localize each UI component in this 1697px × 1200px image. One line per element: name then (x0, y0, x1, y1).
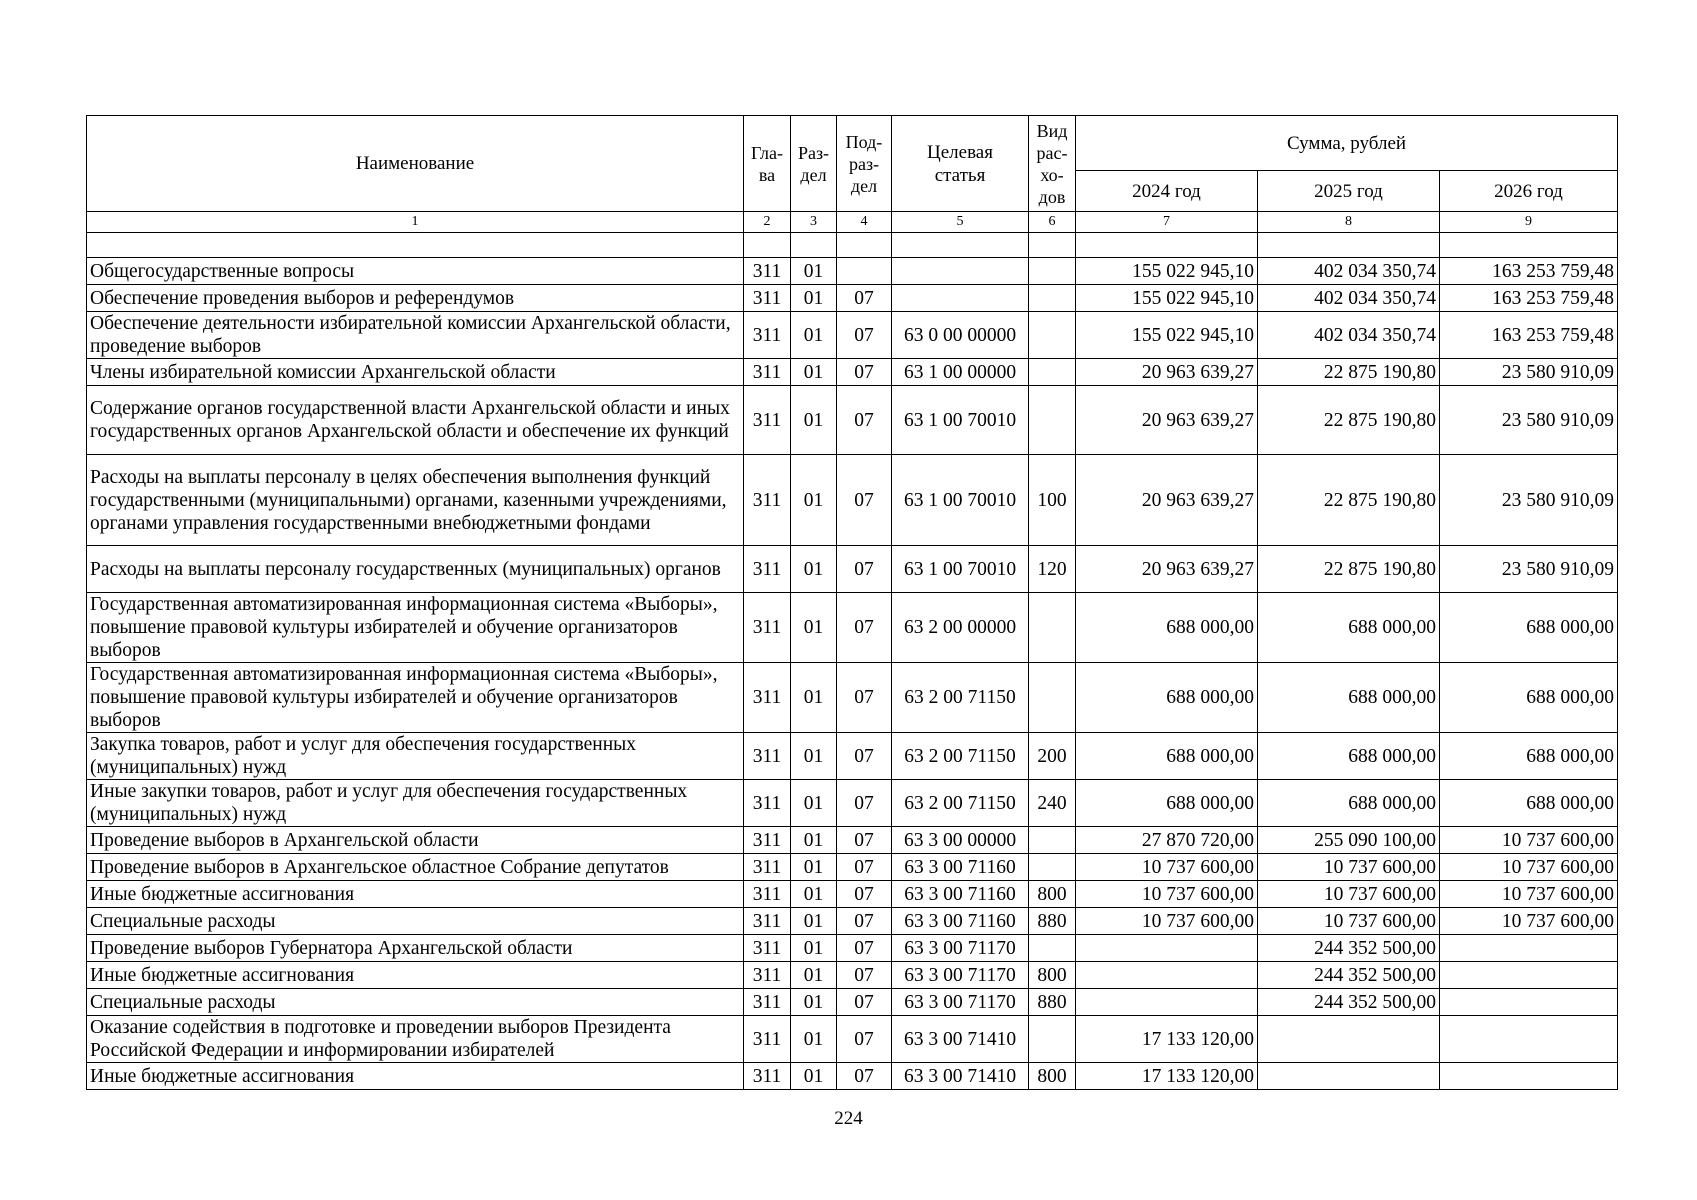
row-razdel: 01 (791, 881, 837, 908)
row-razdel: 01 (791, 854, 837, 881)
colnum: 6 (1029, 212, 1076, 233)
row-sum-2024: 10 737 600,00 (1076, 854, 1258, 881)
row-razdel: 01 (791, 962, 837, 989)
row-podrazdel: 07 (837, 881, 892, 908)
row-glava: 311 (744, 733, 791, 780)
row-vid-rashodov (1029, 359, 1076, 386)
row-podrazdel: 07 (837, 1016, 892, 1063)
header-year-2025: 2025 год (1258, 171, 1440, 212)
colnum: 2 (744, 212, 791, 233)
row-podrazdel: 07 (837, 546, 892, 593)
row-sum-2026: 10 737 600,00 (1440, 827, 1618, 854)
table-row (87, 935, 1618, 962)
row-glava: 311 (744, 359, 791, 386)
row-name: Специальные расходы (87, 989, 744, 1016)
row-sum-2026: 163 253 759,48 (1440, 285, 1618, 312)
row-sum-2026: 23 580 910,09 (1440, 546, 1618, 593)
row-celevaya-statya: 63 2 00 71150 (892, 780, 1029, 827)
row-sum-2025: 22 875 190,80 (1258, 359, 1440, 386)
row-podrazdel: 07 (837, 593, 892, 663)
row-sum-2026: 163 253 759,48 (1440, 312, 1618, 359)
row-vid-rashodov: 800 (1029, 881, 1076, 908)
row-name: Проведение выборов в Архангельское областное Собрание депутатов (87, 854, 744, 881)
row-celevaya-statya: 63 2 00 71150 (892, 733, 1029, 780)
colnum: 9 (1440, 212, 1618, 233)
row-name: Расходы на выплаты персоналу государственных (муниципальных) органов (87, 546, 744, 593)
row-razdel: 01 (791, 258, 837, 285)
table-row (87, 780, 1618, 827)
row-podrazdel: 07 (837, 285, 892, 312)
row-sum-2024: 10 737 600,00 (1076, 908, 1258, 935)
row-sum-2026: 688 000,00 (1440, 733, 1618, 780)
row-name: Общегосударственные вопросы (87, 258, 744, 285)
row-podrazdel: 07 (837, 854, 892, 881)
colnum: 7 (1076, 212, 1258, 233)
row-name: Специальные расходы (87, 908, 744, 935)
row-vid-rashodov: 800 (1029, 962, 1076, 989)
row-vid-rashodov: 800 (1029, 1063, 1076, 1090)
colnum: 4 (837, 212, 892, 233)
row-sum-2024: 155 022 945,10 (1076, 258, 1258, 285)
table-row (87, 1063, 1618, 1090)
row-podrazdel: 07 (837, 908, 892, 935)
row-celevaya-statya: 63 3 00 71170 (892, 989, 1029, 1016)
row-vid-rashodov (1029, 593, 1076, 663)
row-sum-2026: 10 737 600,00 (1440, 854, 1618, 881)
row-name: Содержание органов государственной власти Архангельской области и иных государственных органов Архангельской области и обеспечение их функций (87, 386, 744, 455)
row-vid-rashodov: 240 (1029, 780, 1076, 827)
row-glava: 311 (744, 780, 791, 827)
row-sum-2026: 10 737 600,00 (1440, 908, 1618, 935)
row-sum-2024: 20 963 639,27 (1076, 455, 1258, 546)
row-razdel: 01 (791, 285, 837, 312)
row-sum-2024 (1076, 962, 1258, 989)
row-celevaya-statya: 63 3 00 00000 (892, 827, 1029, 854)
table-row (87, 908, 1618, 935)
header-vid-rashodov: Вид рас- хо- дов (1029, 116, 1076, 212)
empty-row (87, 233, 1618, 258)
row-vid-rashodov (1029, 854, 1076, 881)
row-razdel: 01 (791, 546, 837, 593)
row-podrazdel: 07 (837, 989, 892, 1016)
row-vid-rashodov (1029, 285, 1076, 312)
row-sum-2024: 27 870 720,00 (1076, 827, 1258, 854)
row-razdel: 01 (791, 663, 837, 733)
row-glava: 311 (744, 989, 791, 1016)
budget-table (86, 115, 1618, 1090)
row-name: Проведение выборов Губернатора Архангельской области (87, 935, 744, 962)
table-row (87, 312, 1618, 359)
table-row (87, 455, 1618, 546)
row-celevaya-statya: 63 0 00 00000 (892, 312, 1029, 359)
column-numbers-row (87, 212, 1618, 233)
row-sum-2025: 255 090 100,00 (1258, 827, 1440, 854)
row-celevaya-statya: 63 1 00 70010 (892, 386, 1029, 455)
row-podrazdel: 07 (837, 962, 892, 989)
row-name: Члены избирательной комиссии Архангельской области (87, 359, 744, 386)
row-sum-2025: 688 000,00 (1258, 593, 1440, 663)
row-sum-2026 (1440, 1063, 1618, 1090)
row-celevaya-statya: 63 2 00 71150 (892, 663, 1029, 733)
row-razdel: 01 (791, 733, 837, 780)
row-podrazdel: 07 (837, 359, 892, 386)
row-sum-2025: 402 034 350,74 (1258, 258, 1440, 285)
row-sum-2026: 163 253 759,48 (1440, 258, 1618, 285)
row-sum-2025 (1258, 1016, 1440, 1063)
table-row (87, 663, 1618, 733)
row-celevaya-statya: 63 2 00 00000 (892, 593, 1029, 663)
row-name: Закупка товаров, работ и услуг для обеспечения государственных (муниципальных) нужд (87, 733, 744, 780)
row-podrazdel: 07 (837, 455, 892, 546)
row-sum-2024: 20 963 639,27 (1076, 546, 1258, 593)
row-name: Обеспечение деятельности избирательной комиссии Архангельской области, проведение выборов (87, 312, 744, 359)
row-sum-2026 (1440, 1016, 1618, 1063)
row-name: Расходы на выплаты персоналу в целях обеспечения выполнения функций государственными (муниципальными) органами, казенными учреждениями, органами управления государственными внебюджетными фондами (87, 455, 744, 546)
row-sum-2024: 20 963 639,27 (1076, 386, 1258, 455)
row-vid-rashodov: 200 (1029, 733, 1076, 780)
row-sum-2024: 688 000,00 (1076, 780, 1258, 827)
row-glava: 311 (744, 285, 791, 312)
row-celevaya-statya: 63 1 00 00000 (892, 359, 1029, 386)
row-vid-rashodov: 120 (1029, 546, 1076, 593)
row-celevaya-statya (892, 258, 1029, 285)
table-row (87, 827, 1618, 854)
row-glava: 311 (744, 593, 791, 663)
row-sum-2024: 155 022 945,10 (1076, 285, 1258, 312)
row-name: Иные бюджетные ассигнования (87, 962, 744, 989)
row-razdel: 01 (791, 593, 837, 663)
row-sum-2026: 23 580 910,09 (1440, 359, 1618, 386)
row-sum-2024: 17 133 120,00 (1076, 1016, 1258, 1063)
row-sum-2024: 10 737 600,00 (1076, 881, 1258, 908)
row-name: Иные бюджетные ассигнования (87, 881, 744, 908)
row-podrazdel: 07 (837, 827, 892, 854)
table-row (87, 962, 1618, 989)
row-vid-rashodov (1029, 1016, 1076, 1063)
row-podrazdel: 07 (837, 1063, 892, 1090)
row-glava: 311 (744, 908, 791, 935)
table-row (87, 854, 1618, 881)
colnum: 1 (87, 212, 744, 233)
colnum: 8 (1258, 212, 1440, 233)
document-page (86, 115, 1617, 1090)
table-body (87, 258, 1618, 1090)
row-sum-2026: 23 580 910,09 (1440, 455, 1618, 546)
row-glava: 311 (744, 854, 791, 881)
row-vid-rashodov (1029, 312, 1076, 359)
page-number: 224 (834, 1108, 863, 1129)
row-celevaya-statya: 63 1 00 70010 (892, 455, 1029, 546)
row-vid-rashodov: 880 (1029, 908, 1076, 935)
row-celevaya-statya: 63 3 00 71410 (892, 1063, 1029, 1090)
row-glava: 311 (744, 962, 791, 989)
row-sum-2026: 688 000,00 (1440, 780, 1618, 827)
row-vid-rashodov (1029, 258, 1076, 285)
table-header (87, 116, 1618, 258)
header-razdel: Раз- дел (791, 116, 837, 212)
row-glava: 311 (744, 935, 791, 962)
row-sum-2025: 22 875 190,80 (1258, 455, 1440, 546)
row-sum-2025: 688 000,00 (1258, 733, 1440, 780)
row-sum-2026 (1440, 989, 1618, 1016)
row-podrazdel: 07 (837, 386, 892, 455)
table-row (87, 989, 1618, 1016)
row-razdel: 01 (791, 359, 837, 386)
row-celevaya-statya: 63 3 00 71160 (892, 881, 1029, 908)
table-row (87, 359, 1618, 386)
row-podrazdel (837, 258, 892, 285)
row-glava: 311 (744, 258, 791, 285)
row-sum-2024: 155 022 945,10 (1076, 312, 1258, 359)
row-sum-2025: 402 034 350,74 (1258, 312, 1440, 359)
row-podrazdel: 07 (837, 733, 892, 780)
row-razdel: 01 (791, 312, 837, 359)
row-sum-2025: 22 875 190,80 (1258, 386, 1440, 455)
row-sum-2024: 688 000,00 (1076, 733, 1258, 780)
row-glava: 311 (744, 455, 791, 546)
row-sum-2025: 10 737 600,00 (1258, 854, 1440, 881)
row-celevaya-statya: 63 3 00 71170 (892, 962, 1029, 989)
table-row (87, 1016, 1618, 1063)
table-row (87, 285, 1618, 312)
header-name: Наименование (87, 116, 744, 212)
row-vid-rashodov (1029, 663, 1076, 733)
header-glava: Гла- ва (744, 116, 791, 212)
row-sum-2026 (1440, 935, 1618, 962)
row-podrazdel: 07 (837, 312, 892, 359)
row-glava: 311 (744, 1063, 791, 1090)
header-year-2024: 2024 год (1076, 171, 1258, 212)
row-sum-2024: 20 963 639,27 (1076, 359, 1258, 386)
header-podrazdel: Под- раз- дел (837, 116, 892, 212)
row-razdel: 01 (791, 935, 837, 962)
row-celevaya-statya: 63 3 00 71160 (892, 908, 1029, 935)
row-podrazdel: 07 (837, 663, 892, 733)
row-name: Обеспечение проведения выборов и референдумов (87, 285, 744, 312)
row-razdel: 01 (791, 1016, 837, 1063)
row-name: Оказание содействия в подготовке и проведении выборов Президента Российской Федерации и информировании избирателей (87, 1016, 744, 1063)
row-vid-rashodov (1029, 935, 1076, 962)
row-razdel: 01 (791, 908, 837, 935)
row-name: Иные закупки товаров, работ и услуг для обеспечения государственных (муниципальных) нужд (87, 780, 744, 827)
row-celevaya-statya: 63 3 00 71160 (892, 854, 1029, 881)
table-row (87, 881, 1618, 908)
row-vid-rashodov (1029, 386, 1076, 455)
colnum: 3 (791, 212, 837, 233)
row-sum-2024 (1076, 989, 1258, 1016)
row-sum-2024: 17 133 120,00 (1076, 1063, 1258, 1090)
row-podrazdel: 07 (837, 780, 892, 827)
row-sum-2026: 23 580 910,09 (1440, 386, 1618, 455)
row-sum-2025 (1258, 1063, 1440, 1090)
row-sum-2025: 10 737 600,00 (1258, 881, 1440, 908)
row-vid-rashodov (1029, 827, 1076, 854)
row-glava: 311 (744, 546, 791, 593)
row-podrazdel: 07 (837, 935, 892, 962)
row-name: Государственная автоматизированная информационная система «Выборы», повышение правовой культуры избирателей и обучение организаторов выборов (87, 593, 744, 663)
header-celevaya-statya: Целевая статья (892, 116, 1029, 212)
row-sum-2025: 244 352 500,00 (1258, 989, 1440, 1016)
row-glava: 311 (744, 386, 791, 455)
row-name: Иные бюджетные ассигнования (87, 1063, 744, 1090)
row-sum-2025: 688 000,00 (1258, 780, 1440, 827)
row-glava: 311 (744, 881, 791, 908)
row-name: Государственная автоматизированная информационная система «Выборы», повышение правовой культуры избирателей и обучение организаторов выборов (87, 663, 744, 733)
row-sum-2026: 10 737 600,00 (1440, 881, 1618, 908)
table-row (87, 593, 1618, 663)
row-celevaya-statya: 63 1 00 70010 (892, 546, 1029, 593)
row-sum-2024 (1076, 935, 1258, 962)
table-row (87, 733, 1618, 780)
row-sum-2024: 688 000,00 (1076, 593, 1258, 663)
row-razdel: 01 (791, 827, 837, 854)
header-summa: Сумма, рублей (1076, 116, 1618, 171)
row-sum-2025: 688 000,00 (1258, 663, 1440, 733)
row-glava: 311 (744, 312, 791, 359)
row-glava: 311 (744, 663, 791, 733)
row-razdel: 01 (791, 780, 837, 827)
row-sum-2025: 244 352 500,00 (1258, 935, 1440, 962)
row-name: Проведение выборов в Архангельской области (87, 827, 744, 854)
row-sum-2024: 688 000,00 (1076, 663, 1258, 733)
row-vid-rashodov: 100 (1029, 455, 1076, 546)
row-razdel: 01 (791, 455, 837, 546)
table-row (87, 258, 1618, 285)
row-razdel: 01 (791, 989, 837, 1016)
colnum: 5 (892, 212, 1029, 233)
row-sum-2025: 22 875 190,80 (1258, 546, 1440, 593)
row-sum-2025: 402 034 350,74 (1258, 285, 1440, 312)
row-sum-2026 (1440, 962, 1618, 989)
row-celevaya-statya (892, 285, 1029, 312)
row-razdel: 01 (791, 1063, 837, 1090)
row-glava: 311 (744, 1016, 791, 1063)
table-row (87, 386, 1618, 455)
row-glava: 311 (744, 827, 791, 854)
row-vid-rashodov: 880 (1029, 989, 1076, 1016)
header-year-2026: 2026 год (1440, 171, 1618, 212)
table-row (87, 546, 1618, 593)
row-razdel: 01 (791, 386, 837, 455)
row-sum-2025: 244 352 500,00 (1258, 962, 1440, 989)
row-sum-2025: 10 737 600,00 (1258, 908, 1440, 935)
row-celevaya-statya: 63 3 00 71170 (892, 935, 1029, 962)
row-sum-2026: 688 000,00 (1440, 593, 1618, 663)
row-sum-2026: 688 000,00 (1440, 663, 1618, 733)
row-celevaya-statya: 63 3 00 71410 (892, 1016, 1029, 1063)
